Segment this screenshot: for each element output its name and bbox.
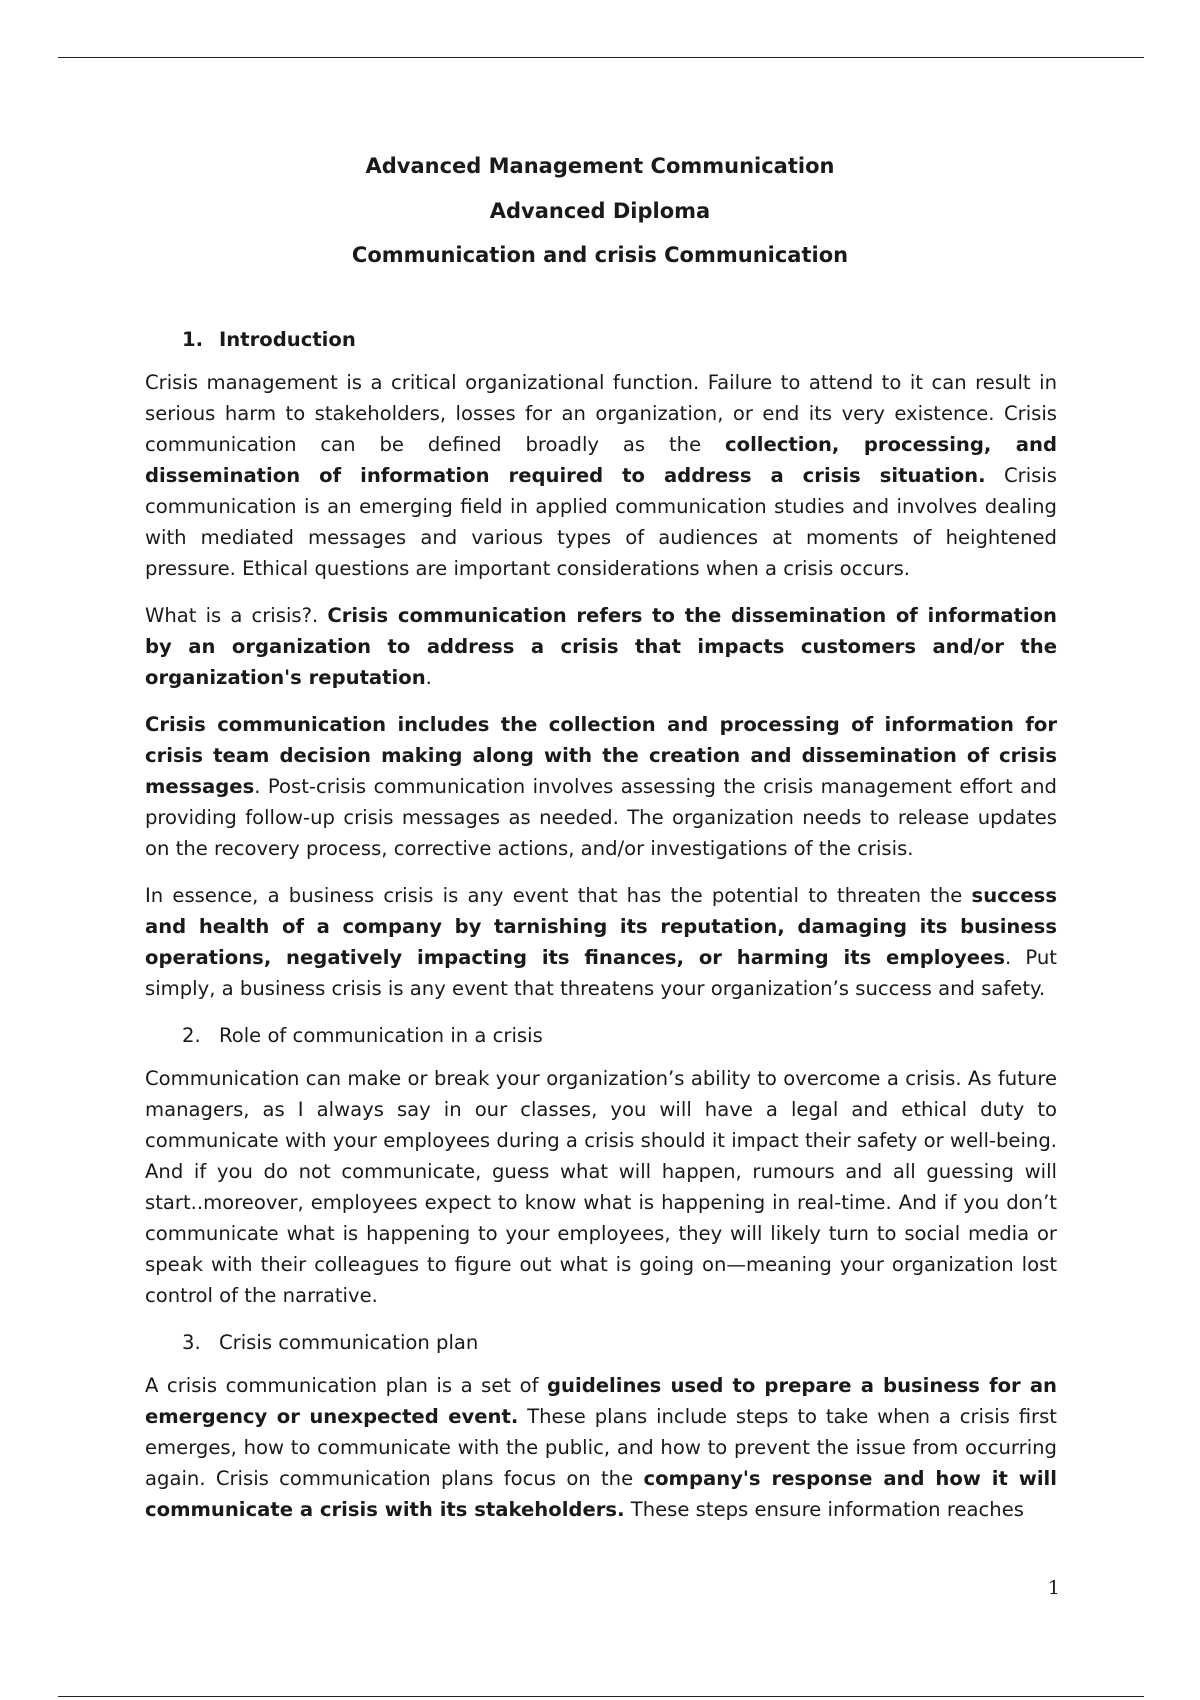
document-header (0, 144, 1200, 278)
bottom-rule (58, 1696, 1144, 1697)
paragraph: What is a crisis?. Crisis communication refers to the dissemination of information by an organization to address a crisis that impacts customers and/or the organization's reputation. (145, 604, 1057, 689)
paragraph: In essence, a business crisis is any event that has the potential to threaten the success and health of a company by tarnishing its reputation, damaging its business operations, negatively impacting its finances, or harming its employees. Put simply, a business crisis is any event that threatens your organization’s success and safety. (145, 884, 1057, 1000)
section-number: 3. (182, 1331, 201, 1354)
top-rule (58, 57, 1144, 58)
section-number: 2. (182, 1024, 201, 1047)
paragraph: Communication can make or break your organization’s ability to overcome a crisis. As future managers, as I always say in our classes, you will have a legal and ethical duty to communicate with your employees during a crisis should it impact their safety or well-being. And if you do not communicate, guess what will happen, rumours and all guessing will start..moreover, employees expect to know what is happening in real-time. And if you don’t communicate what is happening to your employees, they will likely turn to social media or speak with their colleagues to figure out what is going on—meaning your organization lost control of the narrative. (145, 1067, 1057, 1307)
course-title: Advanced Management Communication (365, 154, 835, 178)
paragraph: Crisis management is a critical organizational function. Failure to attend to it can result in serious harm to stakeholders, losses for an organization, or end its very existence. Crisis communication can be defined broadly as the collection, processing, and dissemination of information required to address a crisis situation. Crisis communication is an emerging field in applied communication studies and involves dealing with mediated messages and various types of audiences at moments of heightened pressure. Ethical questions are important considerations when a crisis occurs. (145, 371, 1057, 580)
document-body (145, 324, 1057, 1541)
paragraph: Crisis communication includes the collection and processing of information for crisis team decision making along with the creation and dissemination of crisis messages. Post-crisis communication involves assessing the crisis management effort and providing follow-up crisis messages as needed. The organization needs to release updates on the recovery process, corrective actions, and/or investigations of the crisis. (145, 713, 1057, 860)
paragraph: A crisis communication plan is a set of guidelines used to prepare a business for an emergency or unexpected event. These plans include steps to take when a crisis first emerges, how to communicate with the public, and how to prevent the issue from occurring again. Crisis communication plans focus on the company's response and how it will communicate a crisis with its stakeholders. These steps ensure information reaches (145, 1374, 1057, 1521)
section-title: Crisis communication plan (219, 1331, 479, 1354)
document-title: Communication and crisis Communication (351, 243, 849, 267)
program-title: Advanced Diploma (489, 198, 711, 223)
section-heading-role-of-communication (182, 1020, 1057, 1051)
section-title: Introduction (219, 328, 356, 351)
section-heading-crisis-plan (182, 1327, 1057, 1358)
section-heading-introduction (182, 324, 1057, 355)
section-number: 1. (182, 328, 204, 351)
section-title: Role of communication in a crisis (219, 1024, 543, 1047)
page-number: 1 (1047, 1577, 1060, 1599)
